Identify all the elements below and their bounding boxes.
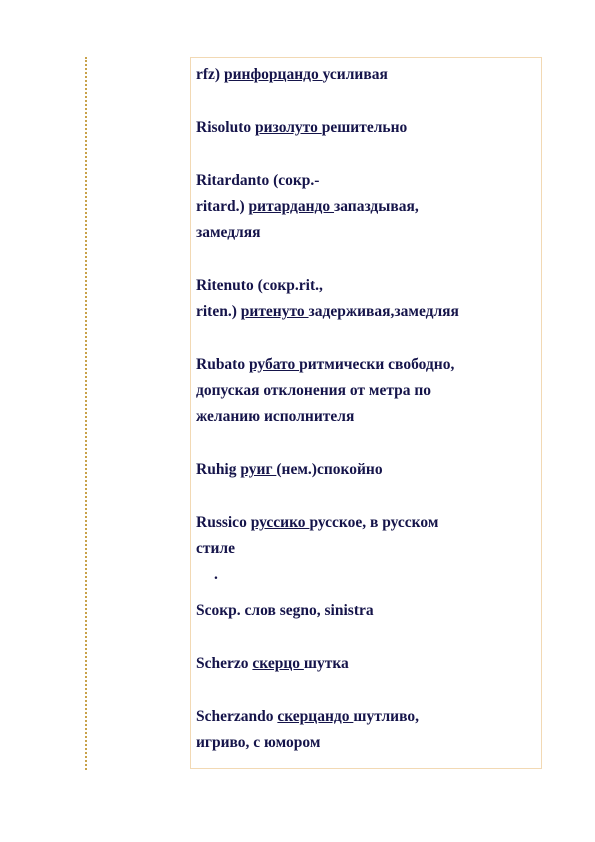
glossary-list <box>196 62 540 756</box>
meaning: запаздывая, <box>334 198 419 215</box>
meaning: шутка <box>303 655 349 672</box>
term: Russico <box>196 514 251 531</box>
term: Scherzo <box>196 655 253 672</box>
transliteration: руиг <box>240 461 277 478</box>
dot-text: . <box>214 566 218 583</box>
separator-dot <box>196 562 540 588</box>
meaning: задерживая,замедляя <box>308 303 459 320</box>
spacer <box>196 624 540 651</box>
glossary-entry-s-abbrev <box>196 598 540 624</box>
glossary-entry-rinforzando <box>196 62 540 88</box>
term: Rubato <box>196 356 249 373</box>
entry-line <box>196 651 540 677</box>
spacer <box>196 246 540 273</box>
entry-line <box>196 194 540 220</box>
spacer <box>196 483 540 510</box>
glossary-entry-scherzo <box>196 651 540 677</box>
spacer <box>196 430 540 457</box>
spacer <box>196 325 540 352</box>
transliteration: рубато <box>248 356 300 373</box>
glossary-entry-rubato <box>196 352 540 430</box>
glossary-entry-risoluto <box>196 115 540 141</box>
meaning: русское, в русском <box>309 514 439 531</box>
glossary-entry-ruhig <box>196 457 540 483</box>
spacer <box>196 88 540 115</box>
entry-line: Ritenuto (сокр.rit., <box>196 277 323 294</box>
entry-line: стиле <box>196 540 235 557</box>
term: Sсокр. слов segno, sinistra <box>196 602 374 619</box>
term: ritard.) <box>196 198 249 215</box>
transliteration: ринфорцандо <box>223 66 323 83</box>
term: Ruhig <box>196 461 241 478</box>
entry-line <box>196 299 540 325</box>
entry-line <box>196 115 540 141</box>
entry-line <box>196 62 540 88</box>
entry-line: допуская отклонения от метра по <box>196 382 432 399</box>
entry-line: игриво, с юмором <box>196 734 321 751</box>
term: Risoluto <box>196 119 255 136</box>
meaning: шутливо, <box>353 708 419 725</box>
term: riten.) <box>196 303 241 320</box>
glossary-entry-ritenuto <box>196 273 540 325</box>
spacer <box>196 677 540 704</box>
entry-line: замедляя <box>196 224 261 241</box>
transliteration: ризолуто <box>255 119 322 136</box>
meaning: усиливая <box>322 66 388 83</box>
term: Scherzando <box>196 708 278 725</box>
glossary-entry-scherzando <box>196 704 540 756</box>
spacer <box>196 141 540 168</box>
entry-line <box>196 510 540 536</box>
transliteration: ритенуто <box>240 303 309 320</box>
transliteration: скерцо <box>252 655 304 672</box>
entry-line <box>196 704 540 730</box>
entry-line: Ritardanto (сокр.- <box>196 172 320 189</box>
transliteration: ритардандо <box>248 198 335 215</box>
entry-line <box>196 598 540 624</box>
margin-rule <box>85 57 87 770</box>
meaning: (нем.)спокойно <box>276 461 383 478</box>
spacer <box>196 588 540 598</box>
entry-line: желанию исполнителя <box>196 408 355 425</box>
meaning: ритмически свободно, <box>299 356 455 373</box>
meaning: решительно <box>321 119 408 136</box>
transliteration: скерцандо <box>277 708 354 725</box>
glossary-entry-russico <box>196 510 540 562</box>
term: rfz) <box>196 66 224 83</box>
glossary-entry-ritardanto <box>196 168 540 246</box>
transliteration: руссико <box>250 514 310 531</box>
entry-line <box>196 457 540 483</box>
entry-line <box>196 352 540 378</box>
